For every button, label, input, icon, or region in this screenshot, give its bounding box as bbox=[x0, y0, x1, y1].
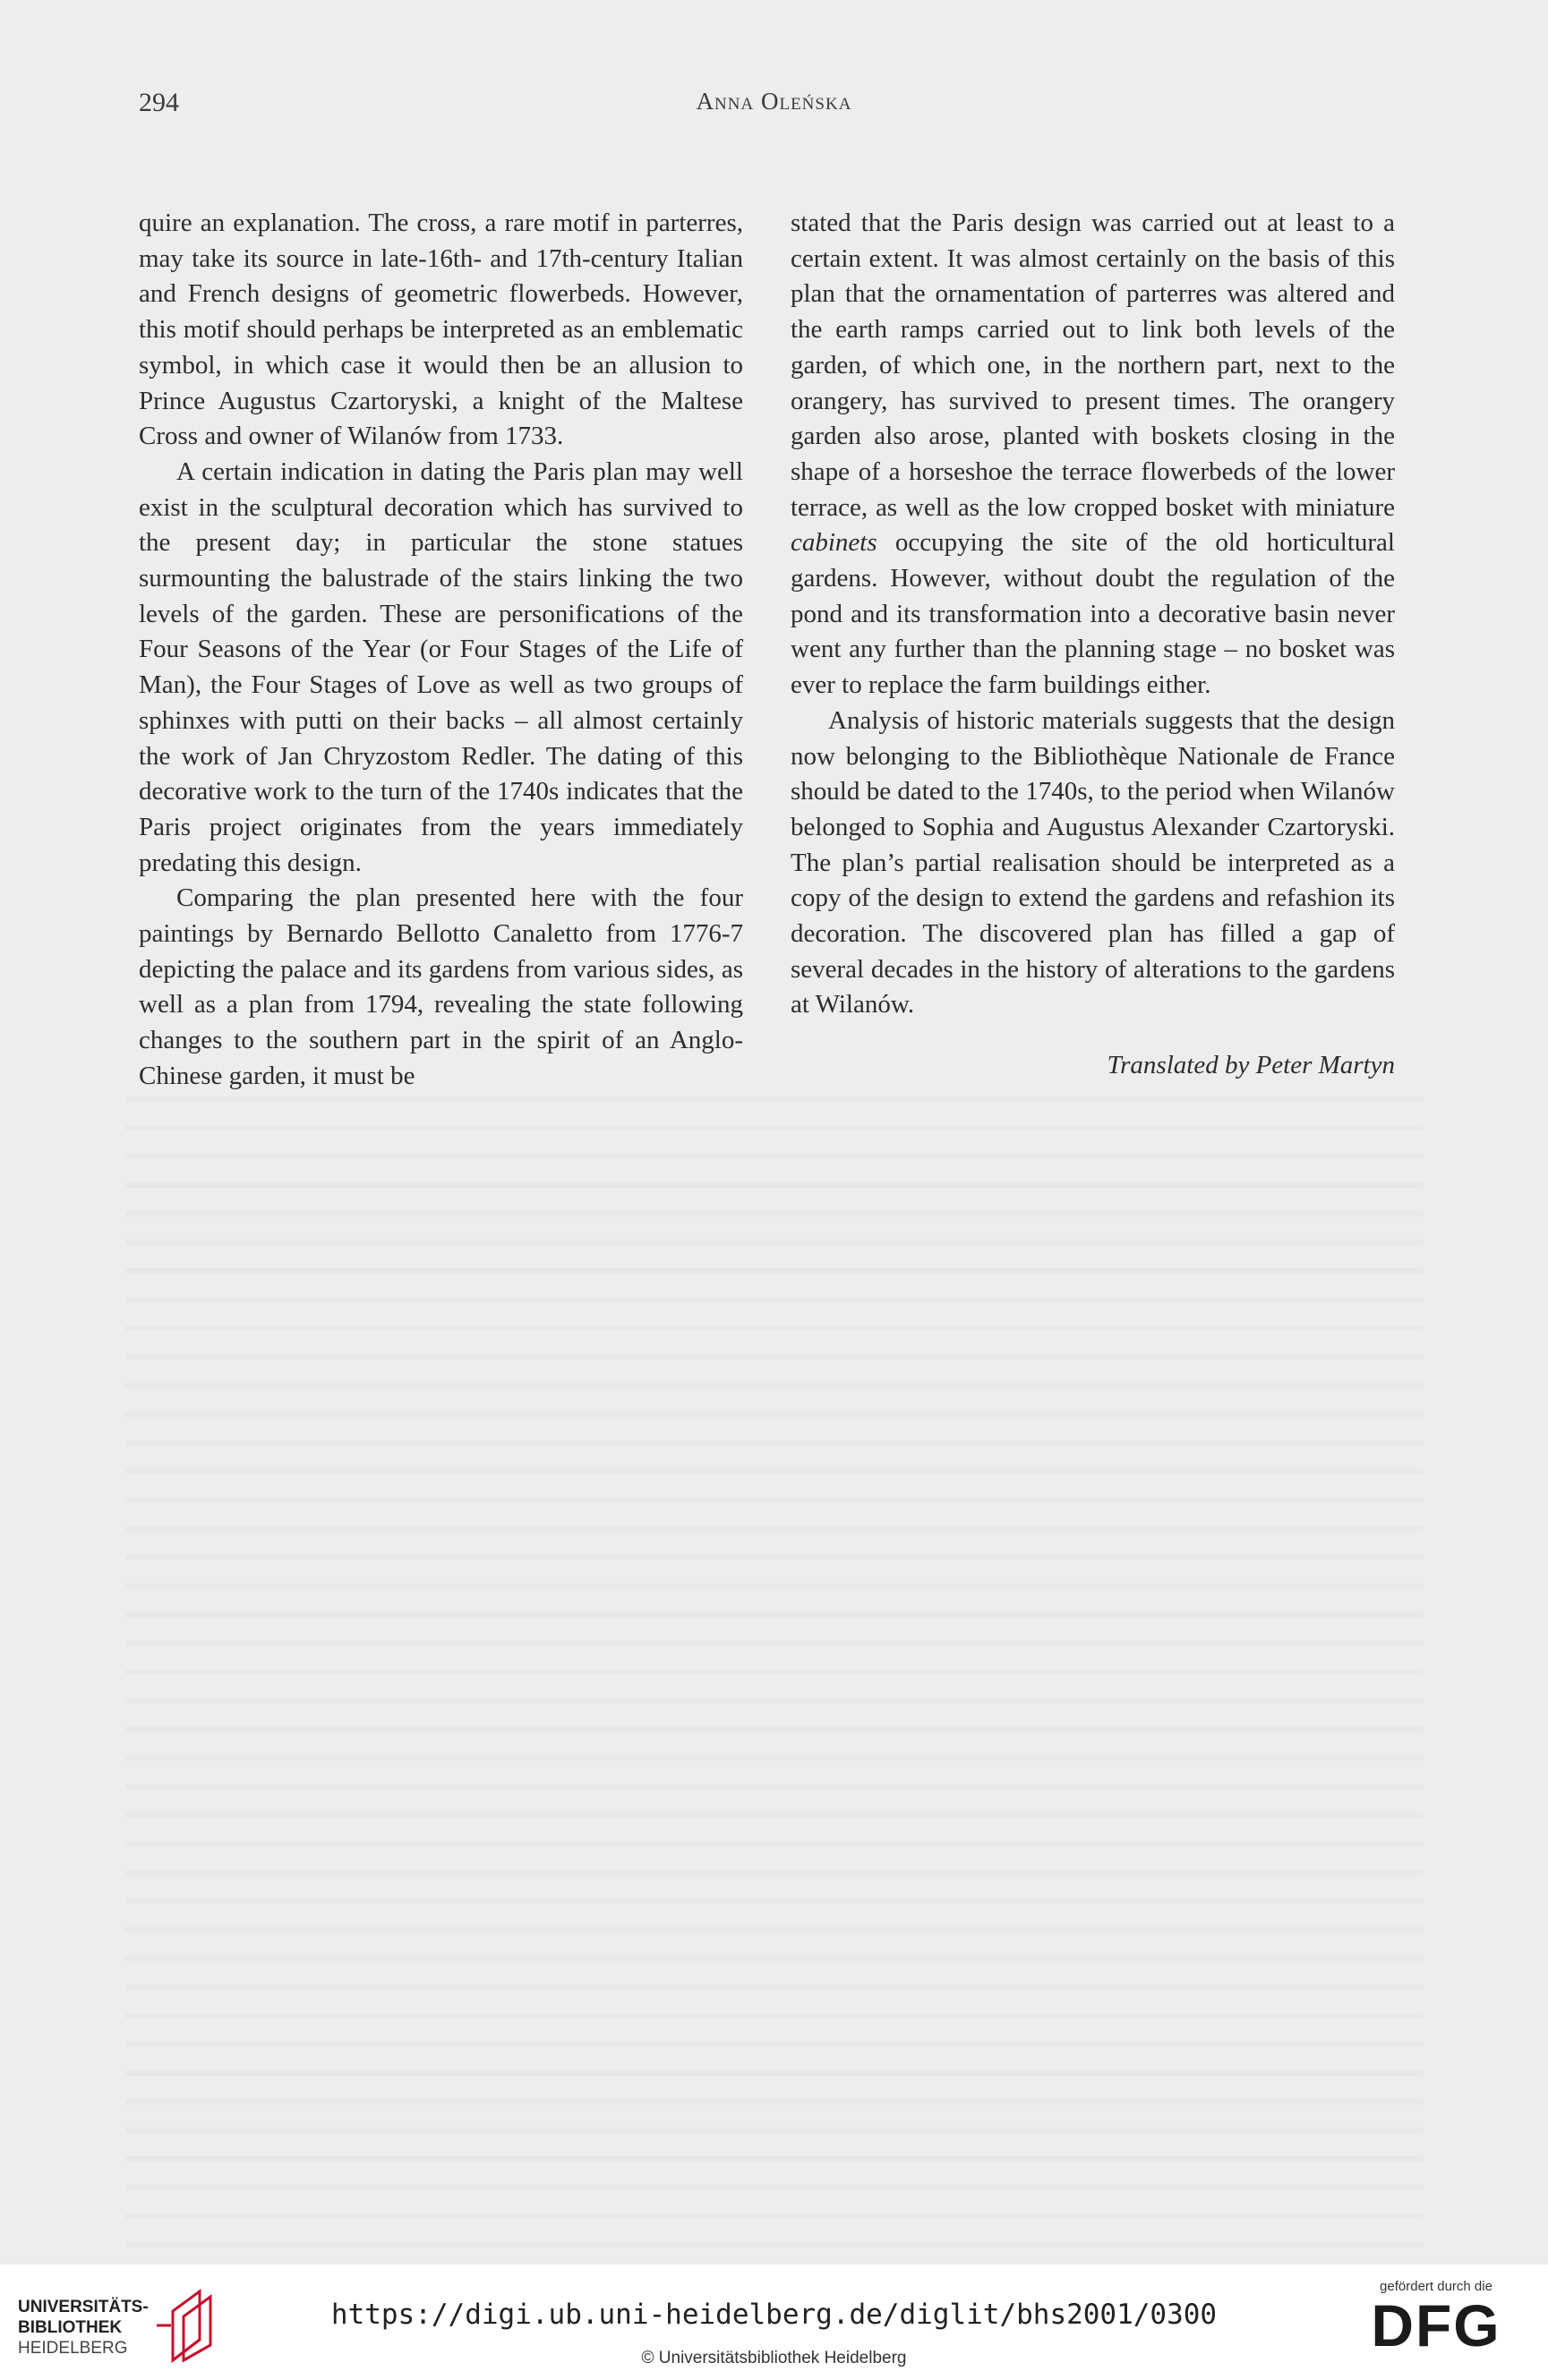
italic-term: cabinets bbox=[791, 528, 877, 558]
library-name-line-3: HEIDELBERG bbox=[18, 2339, 128, 2358]
left-paragraph-1: quire an explanation. The cross, a rare motif in parterres, may take its source in late-16th- and 17th-century Italian and French designs of geometric flowerbeds. However, this motif should perhaps be interpreted as an emblematic symbol, in which case it would then be an allusion to Prince Augustus Czartoryski, a knight of the Maltese Cross and owner of Wilanów from 1733. bbox=[139, 209, 743, 451]
page-number: 294 bbox=[139, 88, 179, 117]
copyright-notice: © Universitätsbibliothek Heidelberg bbox=[641, 2349, 907, 2367]
dfg-logo[interactable] bbox=[1351, 2279, 1521, 2368]
right-paragraph-1-part-b: occupying the site of the old horticultural gardens. However, without doubt the regulation of the pond and its transformation into a decorative basin never went any further than the planning stage – no bosket was ever to replace the farm buildings either. bbox=[791, 528, 1395, 700]
left-paragraph-2: A certain indication in dating the Paris plan may well exist in the sculptural decoration which has survived to the present day; in particular the stone statues surmounting the balustrade of the stairs linking the two levels of the garden. These are personifications of the Four Seasons of the Year (or Four Stages of the Life of Man), the Four Stages of Love as well as two groups of sphinxes with putti on their backs – all almost certainly the work of Jan Chryzostom Redler. The dating of this decorative work to the turn of the 1740s indicates that the Paris project originates from the years immediately predating this design. bbox=[139, 456, 743, 877]
show-through-texture bbox=[125, 1096, 1424, 2251]
dfg-wordmark: DFG bbox=[1371, 2292, 1501, 2359]
library-name-line-1: UNIVERSITÄTS- bbox=[18, 2298, 149, 2316]
right-paragraph-1 bbox=[791, 206, 1395, 704]
translator-credit: Translated by Peter Martyn bbox=[1107, 1051, 1395, 1080]
right-text-column bbox=[791, 206, 1395, 1084]
library-name-line-2: BIBLIOTHEK bbox=[18, 2318, 123, 2337]
permalink-url[interactable]: https://digi.ub.uni-heidelberg.de/diglit/bhs2001/0300 bbox=[330, 2299, 1218, 2331]
right-paragraph-1-part-a: stated that the Paris design was carried out at least to a certain extent. It was almost certainly on the basis of this plan that the ornamentation of parterres was altered and the earth ramps carried out to link both levels of the garden, of which one, in the northern part, next to the orangery, has survived to present times. The orangery garden also arose, planted with boskets closing in the shape of a horseshoe the terrace flowerbeds of the lower terrace, as well as the low cropped bosket with miniature bbox=[791, 209, 1395, 522]
dfg-caption: gefördert durch die bbox=[1380, 2279, 1492, 2294]
digitization-footer bbox=[0, 2265, 1548, 2380]
right-paragraph-2: Analysis of historic materials suggests that the design now belonging to the Bibliothèque Nationale de France should be dated to the 1740s, to the period when Wilanów belonged to Sophia and Augustus Alexander Czartoryski. The plan’s partial realisation should be interpreted as a copy of the design to extend the gardens and refashion its decoration. The discovered plan has filled a gap of several decades in the history of alterations to the gardens at Wilanów. bbox=[791, 705, 1395, 1019]
left-paragraph-3: Comparing the plan presented here with the four paintings by Bernardo Bellotto Canaletto from 1776-7 depicting the palace and its gardens from various sides, as well as a plan from 1794, revealing the state following changes to the southern part in the spirit of an Anglo-Chinese garden, it must be bbox=[139, 883, 743, 1090]
left-text-column bbox=[139, 206, 743, 1095]
running-head: Anna Oleńska bbox=[696, 88, 852, 115]
